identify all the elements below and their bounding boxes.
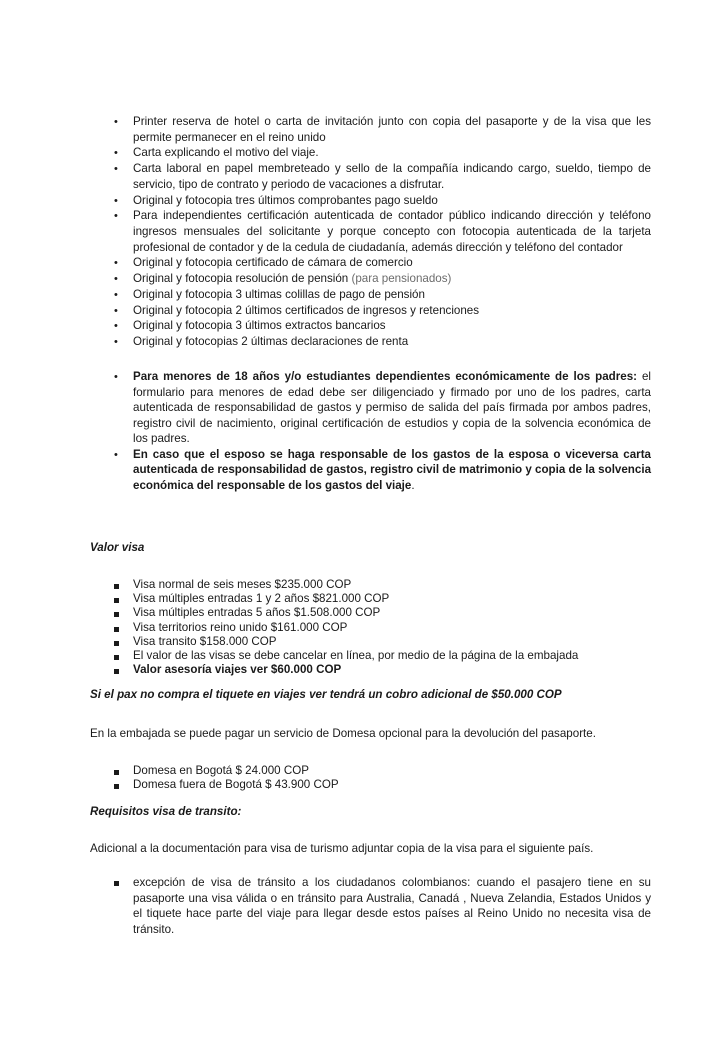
bullet-icon: •: [114, 257, 118, 270]
bullet-icon: •: [114, 116, 118, 128]
requirements-list: [114, 114, 651, 350]
list-item: • Original y fotocopia resolución de pensión (para pensionados): [133, 271, 651, 287]
bullet-icon: •: [114, 288, 118, 301]
square-bullet-icon: [114, 598, 119, 603]
square-bullet-icon: [114, 669, 119, 674]
list-item: • Carta laboral en papel membreteado y sello de la compañía indicando cargo, sueldo, tiempo de servicio, tipo de contrato y periodo de vacaciones a disfrutar.: [114, 162, 651, 191]
square-bullet-icon: [114, 784, 119, 789]
square-bullet-icon: [114, 627, 119, 632]
list-item: Visa múltiples entradas 1 y 2 años $821.000 COP: [133, 592, 653, 606]
bullet-icon: •: [114, 371, 118, 383]
bullet-icon: •: [114, 304, 118, 317]
transit-heading: Requisitos visa de transito:: [90, 805, 242, 818]
bullet-icon: •: [114, 194, 118, 207]
list-item: Visa múltiples entradas 5 años $1.508.000 COP: [133, 606, 653, 620]
transit-list: [133, 875, 651, 937]
embassy-note: En la embajada se puede pagar un servicio de Domesa opcional para la devolución del pasaporte.: [90, 727, 596, 740]
square-bullet-icon: [114, 641, 119, 646]
list-item: Valor asesoría viajes ver $60.000 COP: [133, 663, 653, 677]
bullet-icon: •: [114, 163, 118, 176]
list-item: El valor de las visas se debe cancelar en línea, por medio de la página de la embajada: [133, 649, 653, 663]
bullet-icon: •: [114, 320, 118, 333]
list-item-spouse: • En caso que el esposo se haga responsable de los gastos de la esposa o viceversa carta autenticada de responsabilidad de gastos, registro civil de matrimonio y copia de la solvencia económica del responsable de los gastos del viaje.: [114, 447, 652, 492]
list-item: Visa transito $158.000 COP: [133, 635, 653, 649]
list-item: • Original y fotocopias 2 últimas declaraciones de renta: [133, 334, 651, 350]
list-item: • Carta explicando el motivo del viaje.: [133, 145, 651, 161]
bullet-icon: •: [114, 336, 118, 349]
list-item: • Original y fotocopia 2 últimos certificados de ingresos y retenciones: [133, 303, 651, 319]
valor-visa-heading: Valor visa: [90, 541, 145, 554]
square-bullet-icon: [114, 584, 119, 589]
square-bullet-icon: [114, 655, 119, 660]
transit-intro: Adicional a la documentación para visa de turismo adjuntar copia de la visa para el siguiente país.: [90, 842, 594, 855]
list-item: Domesa fuera de Bogotá $ 43.900 COP: [133, 778, 653, 792]
square-bullet-icon: [114, 612, 119, 617]
list-item: • Original y fotocopia 3 ultimas colillas de pago de pensión: [133, 287, 651, 303]
list-item: • Original y fotocopia tres últimos comprobantes pago sueldo: [133, 193, 651, 209]
square-bullet-icon: [114, 770, 119, 775]
list-item-minors: • Para menores de 18 años y/o estudiantes dependientes económicamente de los padres: el formulario para menores de edad debe ser diligenciado y firmado por uno de los padres, carta autenticada de responsabilidad de gastos y permiso de salida del país firmada por ambos padres, registro civil de nacimiento, original certificación de estudios y copia de la solvencia económica de los padres.: [114, 370, 652, 445]
list-item: Domesa en Bogotá $ 24.000 COP: [133, 764, 653, 778]
list-item: • Printer reserva de hotel o carta de invitación junto con copia del pasaporte y de la visa que les permite permanecer en el reino unido: [114, 115, 651, 144]
special-cases-list: [114, 369, 652, 493]
bullet-icon: •: [114, 147, 118, 160]
list-item: • Original y fotocopia certificado de cámara de comercio: [133, 255, 651, 271]
list-item: • Para independientes certificación autenticada de contador público indicando dirección y teléfono ingresos mensuales del solicitante y porque concepto con fotocopia autenticada de la tarjeta profesional de contador y de la cedula de ciudadanía, además dirección y teléfono del contador: [114, 209, 651, 254]
list-item: • Original y fotocopia 3 últimos extractos bancarios: [133, 318, 651, 334]
bullet-icon: •: [114, 273, 118, 286]
visa-prices-list: [133, 578, 653, 677]
ticket-note: Si el pax no compra el tiquete en viajes ver tendrá un cobro adicional de $50.000 COP: [90, 688, 562, 701]
bullet-icon: •: [114, 448, 118, 461]
list-item: Visa territorios reino unido $161.000 COP: [133, 621, 653, 635]
list-item: Visa normal de seis meses $235.000 COP: [133, 578, 653, 592]
bullet-icon: •: [114, 210, 118, 223]
list-item: excepción de visa de tránsito a los ciudadanos colombianos: cuando el pasajero tiene en su pasaporte una visa válida o en tránsito para Australia, Canadá , Nueva Zelandia, Estados Unidos y el tiquete hace parte del viaje para llegar desde estos países al Reino Unido no necesita visa de tránsito.: [133, 875, 651, 937]
square-bullet-icon: [114, 881, 119, 886]
domesa-list: [133, 764, 653, 792]
pension-note: (para pensionados): [351, 272, 452, 286]
